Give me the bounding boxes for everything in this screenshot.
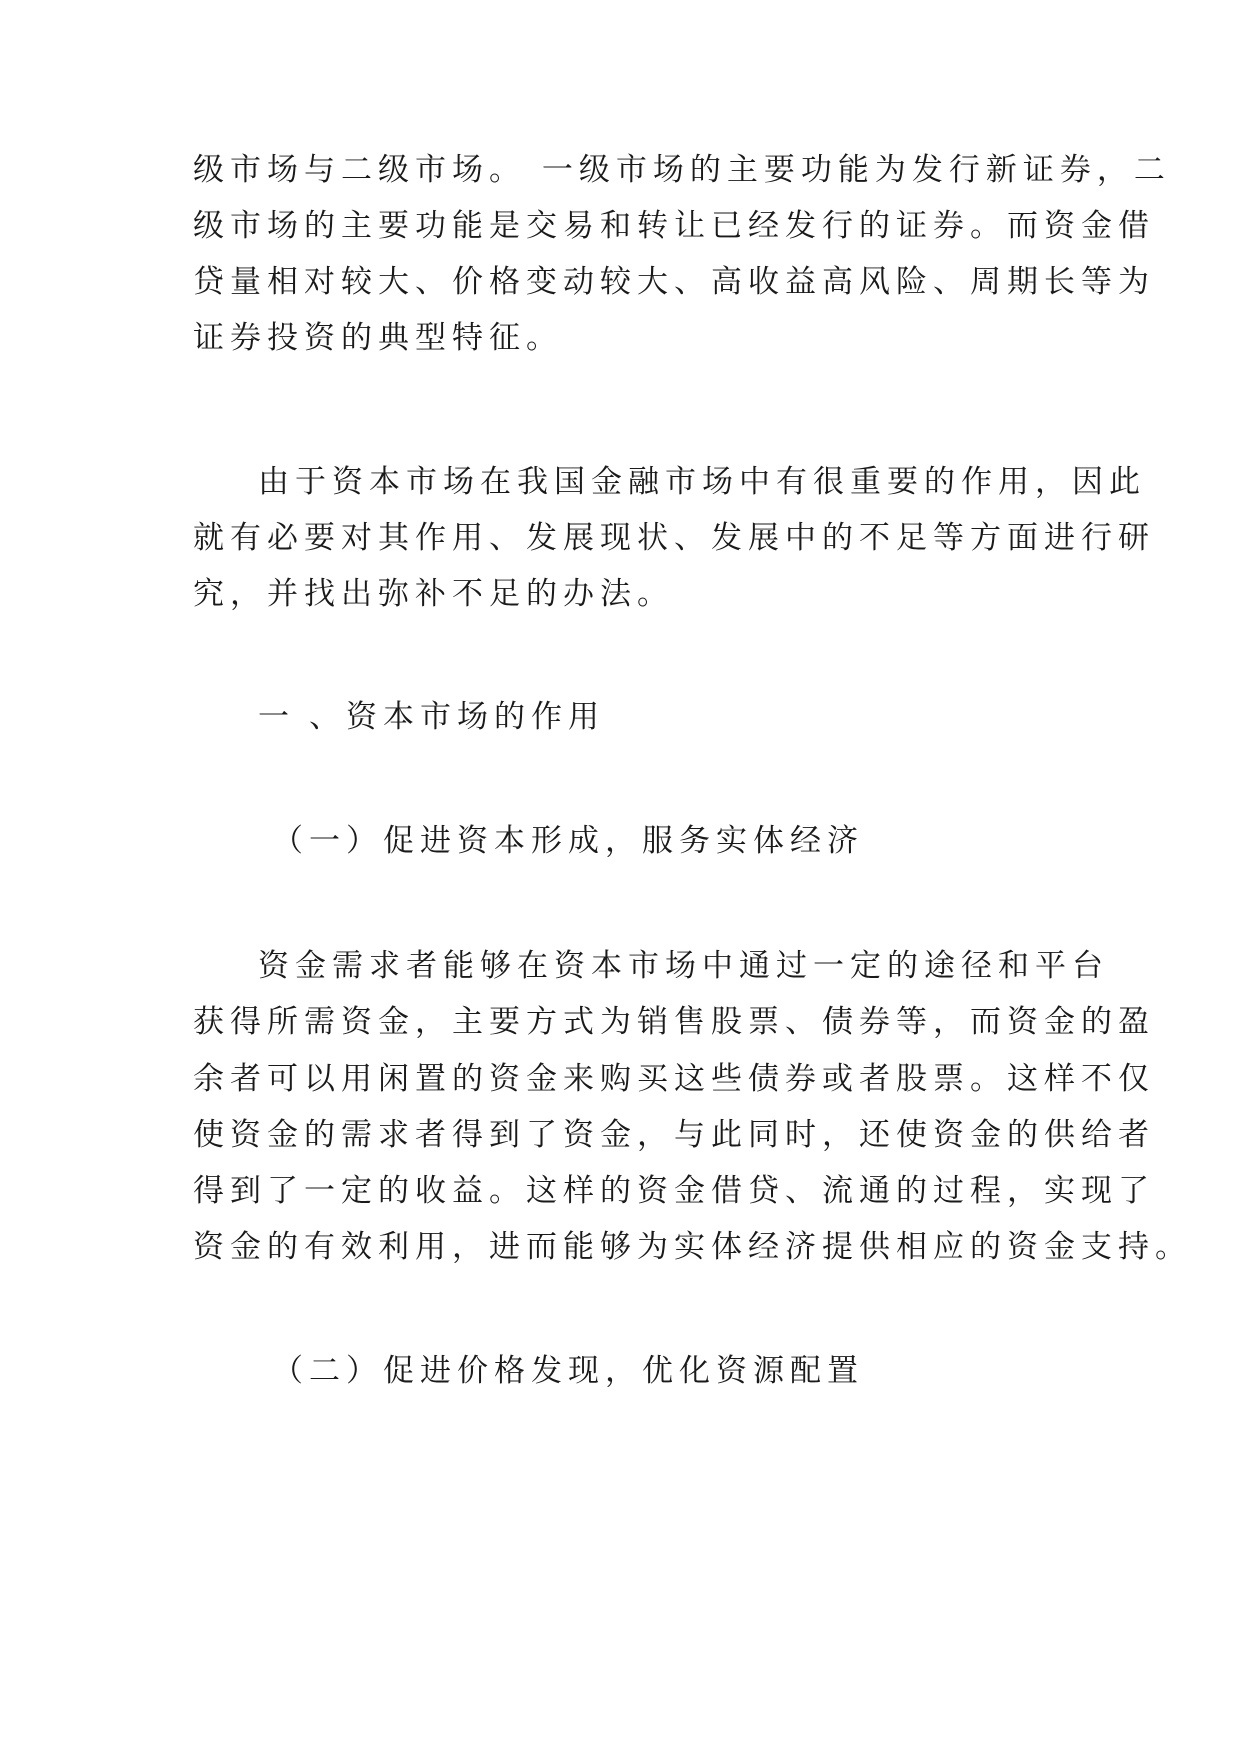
para-reason-line-3: 究，并找出弥补不足的办法。: [193, 576, 674, 612]
para-reason-line-1: 由于资本市场在我国金融市场中有很重要的作用，因此: [258, 464, 1146, 500]
para-intro-line-1: 级市场与二级市场。 一级市场的主要功能为发行新证券，二: [193, 152, 1171, 188]
para-intro-line-2: 级市场的主要功能是交易和转让已经发行的证券。而资金借: [193, 208, 1155, 244]
para-capital-line-4: 使资金的需求者得到了资金，与此同时，还使资金的供给者: [193, 1117, 1155, 1153]
para-intro-line-4: 证券投资的典型特征。: [193, 320, 563, 356]
para-capital-line-2: 获得所需资金，主要方式为销售股票、债券等，而资金的盈: [193, 1004, 1155, 1040]
para-capital-line-1: 资金需求者能够在资本市场中通过一定的途径和平台: [258, 948, 1109, 984]
para-intro-line-3: 贷量相对较大、价格变动较大、高收益高风险、周期长等为: [193, 264, 1155, 300]
subsection-heading-2: （二）促进价格发现，优化资源配置: [272, 1353, 864, 1389]
para-capital-line-5: 得到了一定的收益。这样的资金借贷、流通的过程，实现了: [193, 1173, 1155, 1209]
para-capital-line-6: 资金的有效利用，进而能够为实体经济提供相应的资金支持。: [193, 1229, 1192, 1265]
section-title: 、资本市场的作用: [309, 699, 605, 735]
section-number: 一: [258, 699, 289, 735]
para-capital-line-3: 余者可以用闲置的资金来购买这些债券或者股票。这样不仅: [193, 1061, 1155, 1097]
subsection-heading-1: （一）促进资本形成，服务实体经济: [272, 823, 864, 859]
para-reason-line-2: 就有必要对其作用、发展现状、发展中的不足等方面进行研: [193, 520, 1155, 556]
section-heading-1: [258, 697, 605, 737]
